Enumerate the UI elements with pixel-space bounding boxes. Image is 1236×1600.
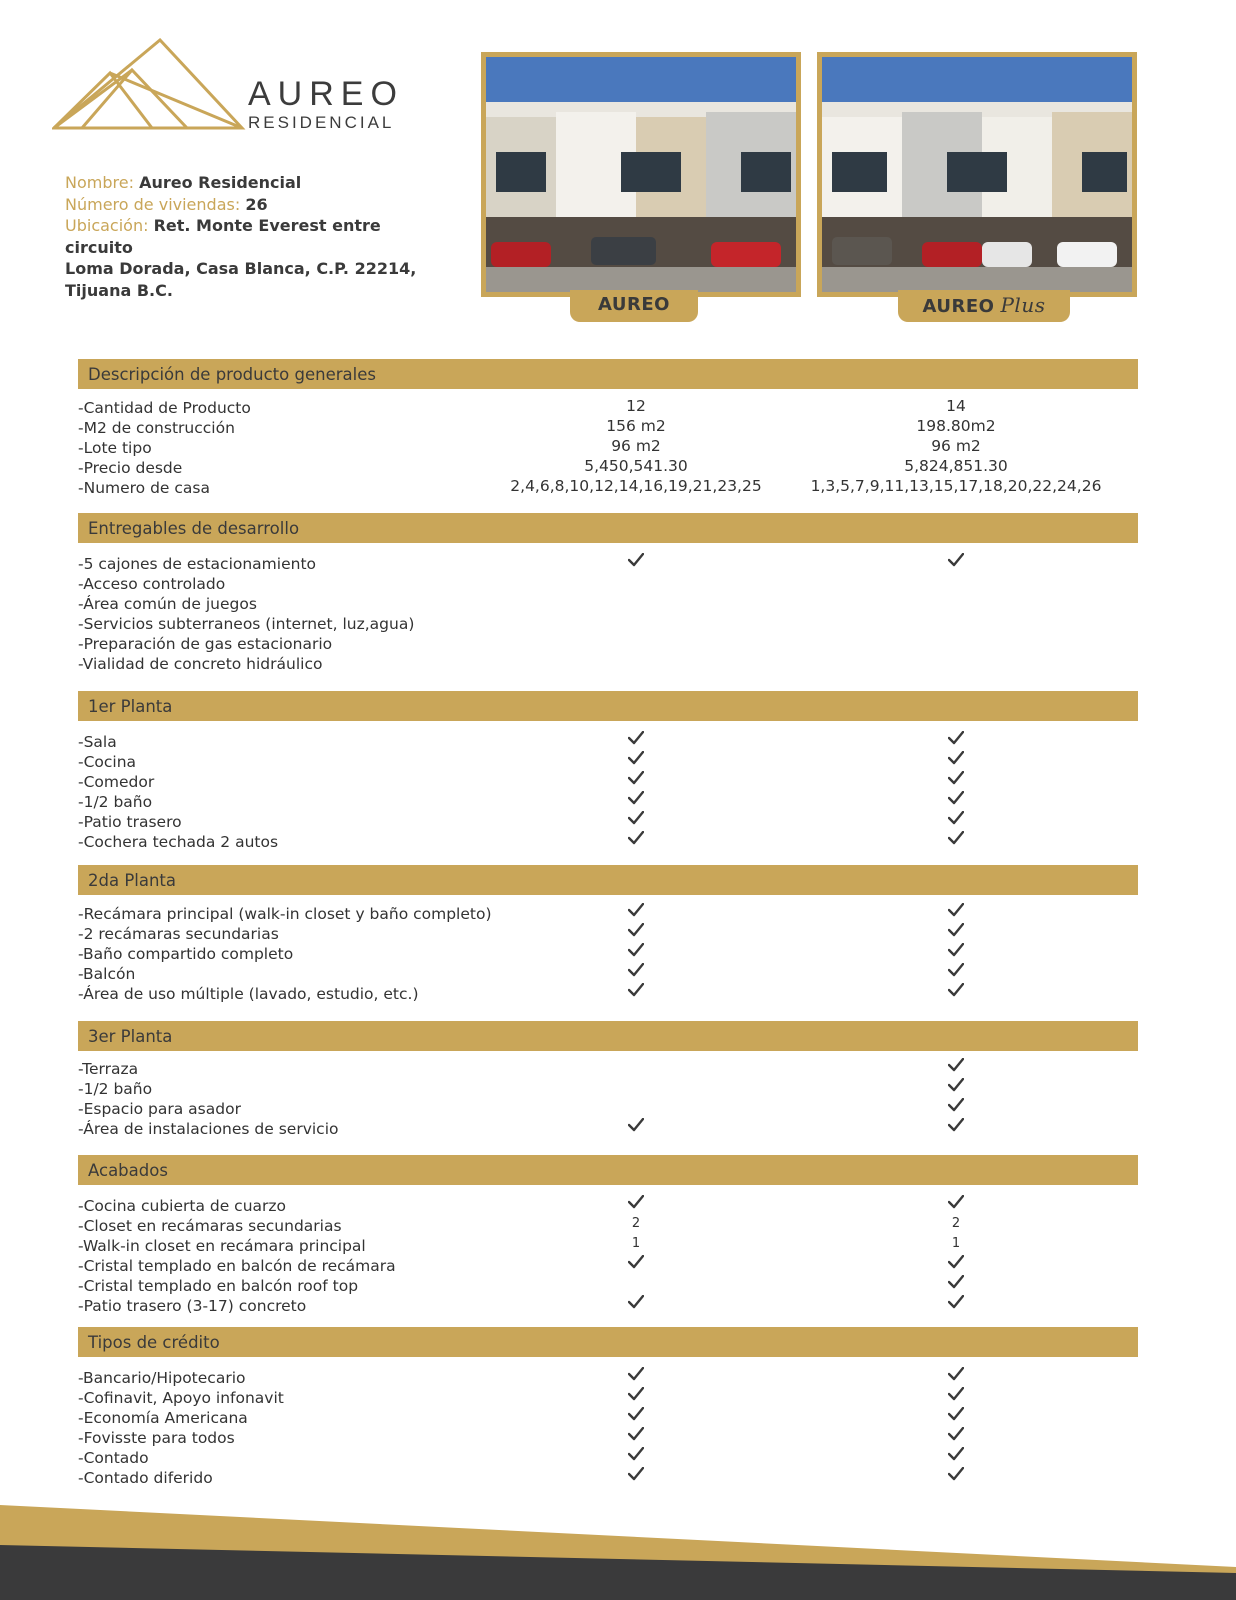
section-labels bbox=[78, 1196, 396, 1316]
row-value: 2,4,6,8,10,12,14,16,19,21,23,25 bbox=[510, 477, 762, 495]
row-label: -Numero de casa bbox=[78, 479, 210, 497]
aureo-column bbox=[476, 730, 796, 850]
check-icon bbox=[796, 1406, 1116, 1426]
row-label: -Precio desde bbox=[78, 459, 183, 477]
check-icon bbox=[476, 810, 796, 830]
check-icon bbox=[796, 902, 1116, 922]
row-value: 5,824,851.30 bbox=[904, 457, 1008, 475]
check-icon bbox=[476, 902, 796, 922]
brand-name: AUREO bbox=[248, 75, 404, 113]
row-label: -Cocina cubierta de cuarzo bbox=[78, 1197, 287, 1215]
row-label: -M2 de construcción bbox=[78, 419, 235, 437]
row-value bbox=[476, 632, 796, 652]
check-icon bbox=[476, 1254, 796, 1274]
check-icon bbox=[796, 942, 1116, 962]
section-labels bbox=[78, 1368, 284, 1488]
section-labels bbox=[78, 904, 492, 1004]
check-icon bbox=[796, 810, 1116, 830]
row-label: -Acceso controlado bbox=[78, 575, 226, 593]
aureo-plus-house-photo bbox=[817, 52, 1137, 297]
row-value bbox=[476, 592, 796, 612]
check-icon bbox=[476, 1446, 796, 1466]
model-a-label: AUREO bbox=[598, 294, 670, 315]
row-label: -Contado diferido bbox=[78, 1469, 213, 1487]
check-icon bbox=[796, 790, 1116, 810]
check-icon bbox=[476, 1466, 796, 1486]
check-icon bbox=[476, 962, 796, 982]
row-value bbox=[476, 612, 796, 632]
ubicacion-line3: Tijuana B.C. bbox=[65, 280, 173, 300]
row-label: -Cochera techada 2 autos bbox=[78, 833, 279, 851]
section-header: Descripción de producto generales bbox=[78, 359, 1138, 389]
aureo-column bbox=[476, 396, 796, 496]
check-icon bbox=[476, 552, 796, 572]
aureo-column bbox=[476, 902, 796, 1002]
row-value: 1 bbox=[631, 1236, 641, 1251]
row-value bbox=[476, 1077, 796, 1097]
row-label: -Área de instalaciones de servicio bbox=[78, 1120, 339, 1138]
row-value: 96 m2 bbox=[931, 437, 981, 455]
row-label: -Preparación de gas estacionario bbox=[78, 635, 333, 653]
check-icon bbox=[796, 1274, 1116, 1294]
row-label: -Closet en recámaras secundarias bbox=[78, 1217, 342, 1235]
model-tag-aureo bbox=[570, 290, 698, 322]
check-icon bbox=[476, 1386, 796, 1406]
check-icon bbox=[796, 962, 1116, 982]
check-icon bbox=[796, 770, 1116, 790]
check-icon bbox=[476, 790, 796, 810]
section-header: Entregables de desarrollo bbox=[78, 513, 1138, 543]
check-icon bbox=[476, 1294, 796, 1314]
brand-subtitle: RESIDENCIAL bbox=[248, 113, 395, 132]
row-label: -5 cajones de estacionamiento bbox=[78, 555, 317, 573]
row-label: -2 recámaras secundarias bbox=[78, 925, 279, 943]
aureo-plus-column bbox=[796, 902, 1116, 1002]
check-icon bbox=[476, 982, 796, 1002]
aureo-plus-column bbox=[796, 1194, 1116, 1314]
aureo-column bbox=[476, 1194, 796, 1314]
check-icon bbox=[796, 1426, 1116, 1446]
section-labels bbox=[78, 732, 278, 852]
row-value bbox=[476, 1274, 796, 1294]
section-labels bbox=[78, 398, 251, 498]
check-icon bbox=[476, 1366, 796, 1386]
check-icon bbox=[796, 1466, 1116, 1486]
row-label: -Balcón bbox=[78, 965, 136, 983]
aureo-column bbox=[476, 552, 796, 672]
row-value: 1 bbox=[951, 1236, 961, 1251]
check-icon bbox=[796, 750, 1116, 770]
row-value: 14 bbox=[946, 397, 966, 415]
check-icon bbox=[476, 770, 796, 790]
row-label: -Fovisste para todos bbox=[78, 1429, 235, 1447]
viviendas-value: 26 bbox=[245, 194, 268, 214]
check-icon bbox=[796, 1117, 1116, 1137]
model-tag-aureo-plus bbox=[898, 290, 1070, 322]
section-header: 2da Planta bbox=[78, 865, 1138, 895]
section-header: Tipos de crédito bbox=[78, 1327, 1138, 1357]
check-icon bbox=[476, 750, 796, 770]
row-label: -Comedor bbox=[78, 773, 155, 791]
row-value: 2 bbox=[631, 1216, 641, 1231]
row-value: 156 m2 bbox=[606, 417, 666, 435]
row-label: -Lote tipo bbox=[78, 439, 152, 457]
nombre-value: Aureo Residencial bbox=[139, 173, 302, 192]
row-value bbox=[796, 632, 1116, 652]
nombre-label: Nombre: bbox=[65, 173, 134, 192]
row-label: -Cristal templado en balcón roof top bbox=[78, 1277, 359, 1295]
aureo-plus-column bbox=[796, 1057, 1116, 1137]
row-value bbox=[796, 592, 1116, 612]
check-icon bbox=[476, 1426, 796, 1446]
check-icon bbox=[796, 1077, 1116, 1097]
row-label: -Bancario/Hipotecario bbox=[78, 1369, 246, 1387]
row-label: -Vialidad de concreto hidráulico bbox=[78, 655, 323, 673]
row-label: -Cantidad de Producto bbox=[78, 399, 251, 417]
row-label: -Patio trasero bbox=[78, 813, 182, 831]
row-label: -Área común de juegos bbox=[78, 595, 257, 613]
check-icon bbox=[796, 1294, 1116, 1314]
row-value bbox=[476, 572, 796, 592]
model-b-label: AUREO bbox=[922, 296, 995, 317]
model-b-plus-label: Plus bbox=[1000, 293, 1046, 317]
row-value bbox=[796, 652, 1116, 672]
check-icon bbox=[476, 1406, 796, 1426]
row-label: -Servicios subterraneos (internet, luz,agua) bbox=[78, 615, 415, 633]
section-labels bbox=[78, 554, 414, 674]
check-icon bbox=[476, 942, 796, 962]
row-label: -Contado bbox=[78, 1449, 149, 1467]
row-label: -Espacio para asador bbox=[78, 1100, 241, 1118]
row-label: -Área de uso múltiple (lavado, estudio, etc.) bbox=[78, 985, 419, 1003]
project-info bbox=[65, 172, 445, 301]
row-value bbox=[476, 1057, 796, 1077]
row-value: 96 m2 bbox=[611, 437, 661, 455]
aureo-house-photo bbox=[481, 52, 801, 297]
check-icon bbox=[796, 922, 1116, 942]
check-icon bbox=[796, 1446, 1116, 1466]
row-value bbox=[476, 652, 796, 672]
check-icon bbox=[476, 830, 796, 850]
check-icon bbox=[796, 1366, 1116, 1386]
row-label: -Baño compartido completo bbox=[78, 945, 294, 963]
row-label: -Cocina bbox=[78, 753, 137, 771]
ubicacion-line2: Loma Dorada, Casa Blanca, C.P. 22214, bbox=[65, 259, 417, 278]
section-header: 3er Planta bbox=[78, 1021, 1138, 1051]
row-label: -Cofinavit, Apoyo infonavit bbox=[78, 1389, 284, 1407]
viviendas-label: Número de viviendas: bbox=[65, 194, 241, 214]
check-icon bbox=[476, 1117, 796, 1137]
check-icon bbox=[476, 730, 796, 750]
row-value: 5,450,541.30 bbox=[584, 457, 688, 475]
row-value bbox=[476, 1097, 796, 1117]
section-header: Acabados bbox=[78, 1155, 1138, 1185]
row-label: -1/2 baño bbox=[78, 793, 153, 811]
row-value: 198.80m2 bbox=[916, 417, 996, 435]
row-label: -Economía Americana bbox=[78, 1409, 248, 1427]
row-label: -Cristal templado en balcón de recámara bbox=[78, 1257, 396, 1275]
row-label: -1/2 baño bbox=[78, 1080, 153, 1098]
row-label: -Recámara principal (walk-in closet y baño completo) bbox=[78, 905, 492, 923]
check-icon bbox=[476, 1194, 796, 1214]
check-icon bbox=[796, 830, 1116, 850]
row-value bbox=[796, 612, 1116, 632]
check-icon bbox=[796, 730, 1116, 750]
row-label: -Sala bbox=[78, 733, 117, 751]
check-icon bbox=[476, 922, 796, 942]
check-icon bbox=[796, 982, 1116, 1002]
aureo-plus-column bbox=[796, 1366, 1116, 1486]
row-value: 2 bbox=[951, 1216, 961, 1231]
row-value: 12 bbox=[626, 397, 646, 415]
row-label: -Walk-in closet en recámara principal bbox=[78, 1237, 366, 1255]
row-label: -Terraza bbox=[78, 1060, 139, 1078]
row-value bbox=[796, 572, 1116, 592]
aureo-plus-column bbox=[796, 730, 1116, 850]
check-icon bbox=[796, 1254, 1116, 1274]
aureo-plus-column bbox=[796, 396, 1116, 496]
section-labels bbox=[78, 1059, 339, 1139]
check-icon bbox=[796, 1097, 1116, 1117]
ubicacion-line1: Ret. Monte Everest entre circuito bbox=[65, 216, 381, 257]
aureo-plus-column bbox=[796, 552, 1116, 672]
check-icon bbox=[796, 1386, 1116, 1406]
check-icon bbox=[796, 1057, 1116, 1077]
ubicacion-label: Ubicación: bbox=[65, 216, 149, 235]
section-header: 1er Planta bbox=[78, 691, 1138, 721]
check-icon bbox=[796, 552, 1116, 572]
check-icon bbox=[796, 1194, 1116, 1214]
row-value: 1,3,5,7,9,11,13,15,17,18,20,22,24,26 bbox=[810, 477, 1102, 495]
aureo-column bbox=[476, 1057, 796, 1137]
row-label: -Patio trasero (3-17) concreto bbox=[78, 1297, 307, 1315]
aureo-column bbox=[476, 1366, 796, 1486]
footer-stripes bbox=[0, 1505, 1236, 1600]
